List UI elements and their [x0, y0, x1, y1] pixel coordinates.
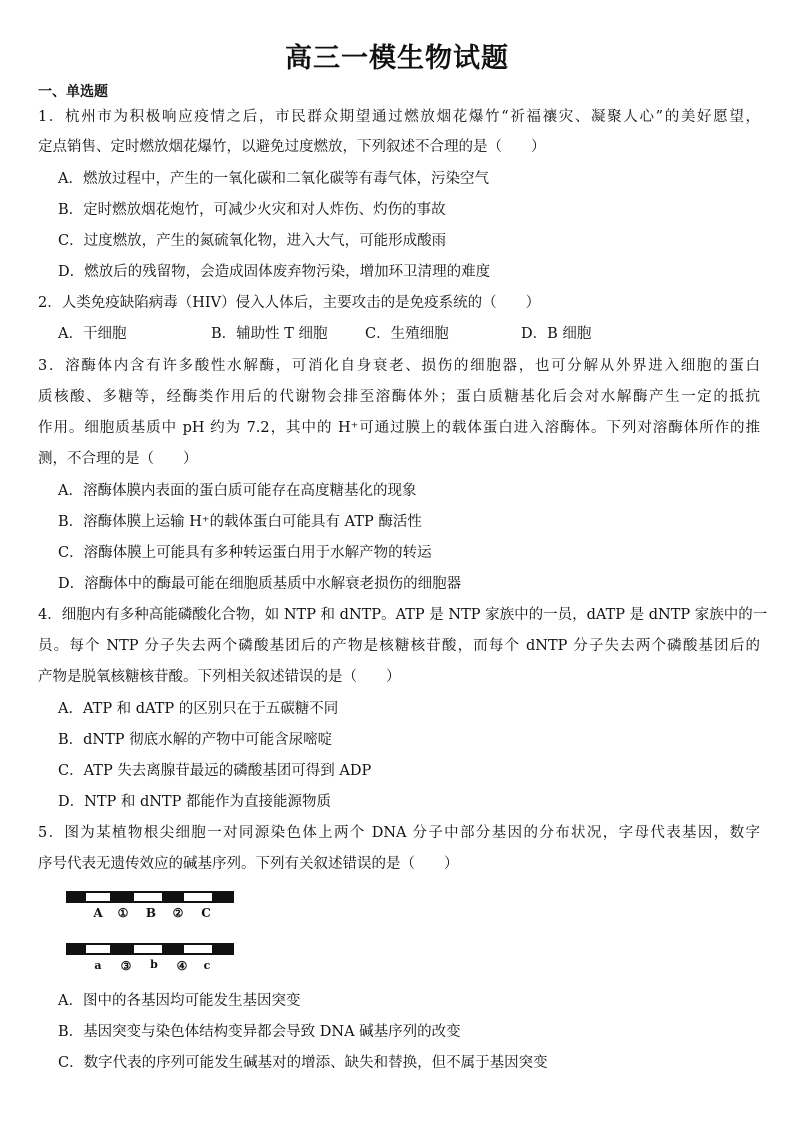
dna-strand-line	[66, 891, 234, 893]
dna-segment-block	[66, 943, 86, 955]
q1-option-a: A．燃放过程中，产生的一氧化碳和二氧化碳等有毒气体，污染空气	[58, 171, 489, 187]
gene-label: C	[201, 906, 211, 920]
gene-label: a	[94, 959, 102, 972]
dna-figure-bottom	[66, 941, 234, 977]
q3-stem-line-1: 3．溶酶体内含有许多酸性水解酶，可消化自身衰老、损伤的细胞器，也可分解从外界进入细胞的蛋白	[38, 358, 760, 374]
q4-stem-line-3: 产物是脱氧核糖核苷酸。下列相关叙述错误的是（ ）	[38, 669, 401, 685]
q2-option-d: D．B 细胞	[521, 326, 592, 342]
q4-option-d: D．NTP 和 dNTP 都能作为直接能源物质	[58, 794, 331, 810]
dna-segment-block	[212, 891, 234, 903]
dna-segment-block	[212, 943, 234, 955]
sequence-label: ①	[117, 906, 129, 920]
q4-option-b: B．dNTP 彻底水解的产物中可能含尿嘧啶	[58, 732, 333, 748]
q5-stem-line-2: 序号代表无遗传效应的碱基序列。下列有关叙述错误的是（ ）	[38, 856, 459, 872]
q5-stem-line-1: 5．图为某植物根尖细胞一对同源染色体上两个 DNA 分子中部分基因的分布状况，字母代表基因，数字	[38, 825, 760, 841]
section-heading: 一、单选题	[38, 84, 108, 100]
sequence-label: ③	[120, 959, 132, 973]
q1-option-b: B．定时燃放烟花炮竹，可减少火灾和对人炸伤、灼伤的事故	[58, 202, 446, 218]
dna-strand-line	[66, 901, 234, 903]
q1-stem-line-1: 1．杭州市为积极响应疫情之后，市民群众期望通过燃放烟花爆竹“祈福禳灾、凝聚人心”的美好愿望，	[38, 109, 760, 125]
q2-option-a: A．干细胞	[58, 326, 127, 342]
q4-option-a: A．ATP 和 dATP 的区别只在于五碳糖不同	[58, 701, 339, 717]
q3-option-b: B．溶酶体膜上运输 H⁺的载体蛋白可能具有 ATP 酶活性	[58, 514, 422, 530]
sequence-label: ④	[176, 959, 188, 973]
dna-segment-block	[110, 943, 134, 955]
q4-stem-line-1: 4．细胞内有多种高能磷酸化合物，如 NTP 和 dNTP。ATP 是 NTP 家族中的一员，dATP 是 dNTP 家族中的一	[38, 607, 768, 623]
dna-segment-block	[110, 891, 134, 903]
page-title: 高三一模生物试题	[285, 43, 509, 74]
q2-option-c: C．生殖细胞	[365, 326, 449, 342]
q3-stem-line-4: 测，不合理的是（ ）	[38, 451, 198, 467]
gene-label: A	[93, 906, 103, 920]
q1-stem-line-2: 定点销售、定时燃放烟花爆竹，以避免过度燃放，下列叙述不合理的是（ ）	[38, 139, 546, 155]
q3-stem-line-3: 作用。细胞质基质中 pH 约为 7.2，其中的 H⁺可通过膜上的载体蛋白进入溶酶体。下列对溶酶体所作的推	[38, 420, 760, 436]
dna-figure-top	[66, 889, 234, 925]
dna-segment-block	[162, 943, 184, 955]
q2-option-b: B．辅助性 T 细胞	[211, 326, 328, 342]
q4-option-c: C．ATP 失去离腺苷最远的磷酸基团可得到 ADP	[58, 763, 372, 779]
q3-option-d: D．溶酶体中的酶最可能在细胞质基质中水解衰老损伤的细胞器	[58, 576, 462, 592]
q5-option-b: B．基因突变与染色体结构变异都会导致 DNA 碱基序列的改变	[58, 1024, 461, 1040]
q3-stem-line-2: 质核酸、多糖等，经酶类作用后的代谢物会排至溶酶体外；蛋白质糖基化后会对水解酶产生一定的抵抗	[38, 389, 760, 405]
q2-stem: 2．人类免疫缺陷病毒（HIV）侵入人体后，主要攻击的是免疫系统的（ ）	[38, 295, 541, 311]
sequence-label: ②	[172, 906, 184, 920]
q3-option-a: A．溶酶体膜内表面的蛋白质可能存在高度糖基化的现象	[58, 483, 417, 499]
q3-option-c: C．溶酶体膜上可能具有多种转运蛋白用于水解产物的转运	[58, 545, 432, 561]
dna-segment-block	[162, 891, 184, 903]
q4-stem-line-2: 员。每个 NTP 分子失去两个磷酸基团后的产物是核糖核苷酸，而每个 dNTP 分子失去两个磷酸基团后的	[38, 638, 760, 654]
q5-option-a: A．图中的各基因均可能发生基因突变	[58, 993, 301, 1009]
gene-label: b	[150, 958, 158, 971]
dna-strand-line	[66, 953, 234, 955]
q5-option-c: C．数字代表的序列可能发生碱基对的增添、缺失和替换，但不属于基因突变	[58, 1055, 548, 1071]
q1-option-d: D．燃放后的残留物，会造成固体废弃物污染，增加环卫清理的难度	[58, 264, 491, 280]
dna-strand-line	[66, 943, 234, 945]
q1-option-c: C．过度燃放，产生的氮硫氧化物，进入大气，可能形成酸雨	[58, 233, 447, 249]
dna-segment-block	[66, 891, 86, 903]
gene-label: c	[203, 959, 211, 972]
gene-label: B	[145, 906, 157, 920]
